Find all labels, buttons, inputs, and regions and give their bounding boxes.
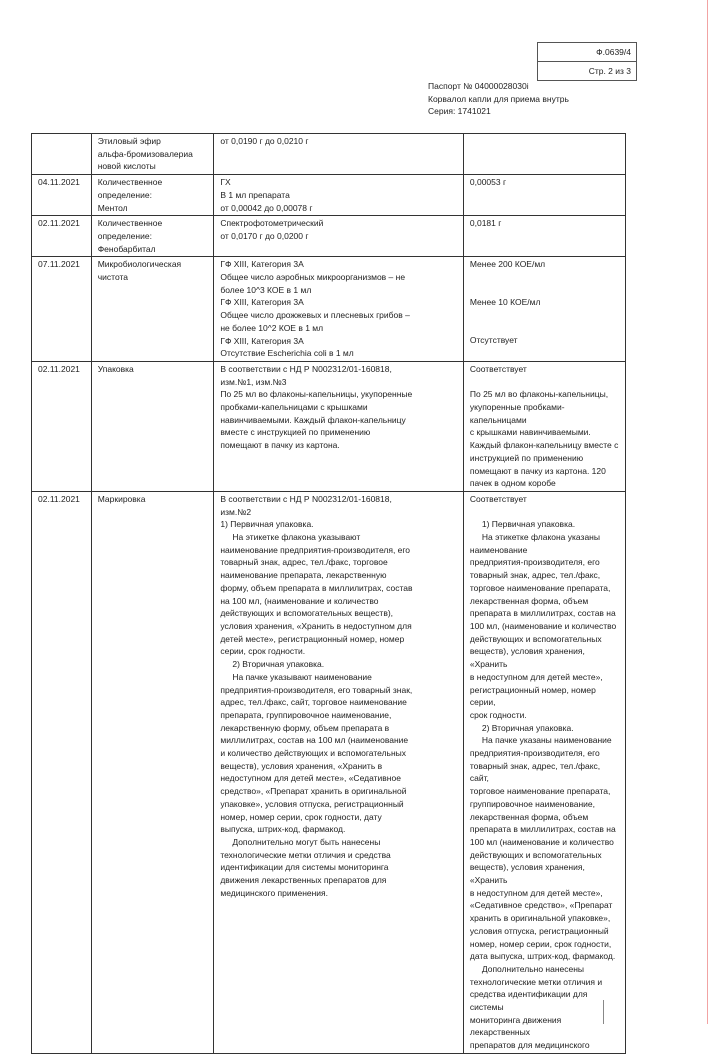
text-line: Маркировка	[97, 493, 146, 504]
text-line: товарный знак, адрес, тел./факс, торговое	[220, 557, 388, 568]
text-line: лекарственную форму, объем препарата в	[220, 722, 390, 733]
text-line: хранить в оригинальной упаковке»,	[469, 913, 611, 924]
text-line: 2) Вторичная упаковка.	[232, 659, 325, 670]
text-line: регистрационный номер, номер серии,	[469, 684, 596, 708]
cell-result	[463, 216, 625, 257]
text-line	[470, 376, 620, 389]
text-line: условия отпуска, регистрационный	[469, 925, 609, 936]
text-line: идентификации для системы мониторинга	[220, 862, 389, 873]
text-line: препарата в миллилитрах, состав на	[469, 608, 616, 619]
text-line: 100 мл, (наименование и количество	[469, 620, 617, 631]
text-line: В 1 мл препарата	[220, 189, 290, 200]
text-line: чистота	[97, 272, 129, 283]
cell-date: 07.11.2021	[32, 257, 92, 362]
text-line: Соответствует	[469, 493, 527, 504]
cell-result	[463, 257, 625, 362]
text-line: ГФ XIII, Категория 3А	[220, 335, 304, 346]
text-line: технологические метки отличия и средства	[220, 849, 391, 860]
text-line: дата выпуска, штрих-код, фармакод.	[469, 951, 616, 962]
text-line: новой кислоты	[97, 161, 156, 172]
text-line: Микробиологическая	[97, 259, 182, 270]
cell-date: 02.11.2021	[32, 491, 92, 1053]
cell-norm	[214, 175, 464, 216]
bottom-rule	[603, 1000, 604, 1024]
cell-norm	[214, 491, 464, 1053]
text-line: от 0,00042 до 0,00078 г	[220, 202, 313, 213]
text-line: Отсутствие Escherichia coli в 1 мл	[220, 348, 354, 359]
cell-result	[463, 361, 625, 491]
text-line: средства идентификации для системы	[469, 989, 588, 1013]
cell-date: 02.11.2021	[32, 361, 92, 491]
text-line: Количественное	[97, 218, 163, 229]
text-line: от 0,0190 г до 0,0210 г	[220, 136, 309, 146]
text-line: торговое наименование препарата,	[469, 786, 611, 797]
text-line: На пачке указаны наименование	[481, 735, 612, 746]
text-line	[470, 322, 620, 335]
text-line: лекарственная форма, объем	[469, 811, 589, 822]
table-row	[32, 216, 626, 257]
cell-parameter	[91, 216, 214, 257]
text-line: Дополнительно нанесены	[481, 963, 585, 974]
text-line: Общее число аэробных микроорганизмов – не	[220, 272, 406, 283]
text-line: 100 мл (наименование и количество	[469, 836, 614, 847]
text-line: На этикетке флакона указывают	[232, 532, 361, 543]
cell-result	[463, 175, 625, 216]
form-code-box	[537, 42, 637, 81]
text-line: предприятия-производителя, его	[469, 748, 600, 759]
text-line: Каждый флакон-капельницу вместе с	[469, 440, 619, 451]
text-line: По 25 мл во флаконы-капельницы, укупоренные	[220, 389, 413, 400]
text-line: серии, срок годности.	[220, 646, 306, 657]
text-line: ГФ XIII, Категория 3А	[220, 259, 304, 270]
text-line: от 0,0170 г до 0,0200 г	[220, 230, 309, 241]
text-line: Менее 200 КОЕ/мл	[469, 259, 546, 270]
cell-result	[463, 491, 625, 1053]
text-line: Упаковка	[97, 363, 134, 374]
text-line: выпуска, штрих-код, фармакод.	[220, 824, 346, 835]
text-line: не более 10^2 КОЕ в 1 мл	[220, 322, 324, 333]
cell-parameter	[91, 361, 214, 491]
text-line: товарный знак, адрес, тел./факс, сайт,	[469, 760, 601, 784]
text-line: пачек в одном коробе	[469, 478, 556, 489]
text-line: 0,00053 г	[469, 177, 507, 188]
text-line: более 10^3 КОЕ в 1 мл	[220, 284, 312, 295]
text-line: В соответствии с НД Р N002312/01-160818,	[220, 363, 392, 374]
cell-date: 02.11.2021	[32, 216, 92, 257]
text-line: номер, номер серии, срок годности, дату	[220, 811, 382, 822]
text-line: Этиловый эфир	[97, 136, 161, 146]
text-line	[470, 309, 620, 322]
text-line: На этикетке флакона указаны	[481, 532, 600, 543]
text-line: срок годности.	[469, 709, 527, 720]
text-line: определение:	[97, 189, 152, 200]
table-row	[32, 491, 626, 1053]
text-line: На пачке указывают наименование	[232, 671, 372, 682]
text-line: средство», «Препарат хранить в оригинальной	[220, 786, 407, 797]
text-line: Менее 10 КОЕ/мл	[469, 297, 541, 308]
text-line: адрес, тел./факс, сайт, торговое наименование	[220, 697, 407, 708]
text-line: Фенобарбитал	[97, 243, 156, 254]
text-line: пробками-капельницами с крышками	[220, 402, 368, 413]
text-line: технологические метки отличия и	[469, 976, 603, 987]
text-line: помещают в пачку из картона. 120	[469, 465, 606, 476]
cell-parameter	[91, 134, 214, 175]
text-line: недоступном для детей месте», «Седативное	[220, 773, 401, 784]
text-line: наименование	[469, 544, 528, 555]
text-line: укупоренные пробками-капельницами	[469, 402, 565, 425]
passport-header	[428, 80, 569, 118]
text-line: медицинского применения.	[220, 887, 329, 898]
text-line: изм.№1, изм.№3	[220, 376, 287, 387]
text-line: Соответствует	[469, 363, 527, 374]
text-line: В соответствии с НД Р N002312/01-160818,	[220, 493, 392, 504]
text-line: товарный знак, адрес, тел./факс,	[469, 570, 601, 581]
text-line: По 25 мл во флаконы-капельницы,	[469, 389, 609, 400]
text-line: детей месте», регистрационный номер, номер	[220, 633, 405, 644]
text-line: действующих и вспомогательных	[469, 849, 602, 860]
cell-parameter	[91, 257, 214, 362]
text-line: Количественное	[97, 177, 163, 188]
text-line: миллилитрах, состав на 100 мл (наименование	[220, 735, 409, 746]
text-line: помещают в пачку из картона.	[220, 440, 340, 451]
cell-norm	[214, 216, 464, 257]
text-line: веществ), условия хранения, «Хранить в	[220, 760, 383, 771]
text-line: форму, объем препарата в миллилитрах, состав	[220, 582, 413, 593]
text-line: «Седативное средство», «Препарат	[469, 900, 613, 911]
cell-norm	[214, 257, 464, 362]
text-line: действующих и вспомогательных	[469, 633, 602, 644]
text-line: Общее число дрожжевых и плесневых грибов –	[220, 310, 410, 321]
text-line: вместе с инструкцией по применению	[220, 427, 371, 438]
text-line: предприятия-производителя, его	[469, 557, 600, 568]
cell-date: 04.11.2021	[32, 175, 92, 216]
text-line: наименование препарата, лекарственную	[220, 570, 387, 581]
cell-norm	[214, 134, 464, 175]
text-line: инструкцией по применению	[469, 452, 584, 463]
page-number: Стр. 2 из 3	[538, 62, 637, 81]
text-line: препарата в миллилитрах, состав на	[469, 824, 616, 835]
text-line: изм.№2	[220, 506, 252, 517]
text-line: наименование предприятия-производителя, его	[220, 544, 411, 555]
text-line: Ментол	[97, 202, 128, 213]
text-line: упаковке», условия отпуска, регистрационный	[220, 798, 404, 809]
series-number: Серия: 1741021	[428, 106, 491, 117]
table-row	[32, 175, 626, 216]
text-line: веществ), условия хранения, «Хранить	[469, 646, 585, 670]
table-row	[32, 361, 626, 491]
text-line: препаратов для медицинского	[469, 1040, 590, 1051]
text-line: ГФ XIII, Категория 3А	[220, 297, 304, 308]
analysis-table	[31, 133, 626, 1054]
product-name: Корвалол капли для приема внутрь	[428, 93, 569, 104]
text-line: ГХ	[220, 177, 231, 188]
text-line: препарата, группировочное наименование,	[220, 709, 392, 720]
text-line: предприятия-производителя, его товарный знак,	[220, 684, 413, 695]
text-line: в недоступном для детей месте»,	[469, 887, 603, 898]
text-line	[470, 284, 620, 297]
text-line: Спектрофотометрический	[220, 218, 324, 229]
text-line: 1) Первичная упаковка.	[220, 519, 314, 530]
form-code: Ф.0639/4	[538, 43, 637, 62]
text-line: условия хранения, «Хранить в недоступном для	[220, 621, 412, 631]
cell-parameter	[91, 491, 214, 1053]
text-line: группировочное наименование,	[469, 798, 596, 809]
text-line: определение:	[97, 230, 152, 241]
text-line: 2) Вторичная упаковка.	[481, 722, 574, 733]
text-line: альфа-бромизовалериа	[97, 148, 193, 159]
text-line: 0,0181 г	[469, 218, 502, 229]
text-line: 1) Первичная упаковка.	[481, 519, 576, 530]
text-line: Дополнительно могут быть нанесены	[232, 836, 381, 847]
table-row	[32, 257, 626, 362]
text-line: в недоступном для детей месте»,	[469, 671, 603, 682]
cell-parameter	[91, 175, 214, 216]
text-line: действующих и вспомогательных веществ),	[220, 608, 394, 619]
text-line: с крышками навинчиваемыми.	[469, 427, 591, 438]
margin-rule	[707, 0, 708, 1024]
cell-result	[463, 134, 625, 175]
text-line: на 100 мл, (наименование и количество	[220, 595, 379, 606]
text-line: Отсутствует	[469, 335, 518, 346]
passport-number: Паспорт № 04000028030і	[428, 81, 529, 91]
text-line: мониторинга движения лекарственных	[469, 1014, 562, 1038]
text-line: движения лекарственных препаратов для	[220, 875, 387, 886]
text-line: номер, номер серии, срок годности,	[469, 938, 612, 949]
text-line: веществ), условия хранения, «Хранить	[469, 862, 585, 886]
text-line: навинчиваемыми. Каждый флакон-капельницу	[220, 414, 406, 425]
cell-norm	[214, 361, 464, 491]
table-row	[32, 134, 626, 175]
text-line	[470, 271, 620, 284]
text-line	[470, 506, 620, 519]
text-line: лекарственная форма, объем	[469, 595, 589, 606]
text-line: и количество действующих и вспомогательных	[220, 748, 407, 759]
text-line: торговое наименование препарата,	[469, 582, 611, 593]
cell-date	[32, 134, 92, 175]
